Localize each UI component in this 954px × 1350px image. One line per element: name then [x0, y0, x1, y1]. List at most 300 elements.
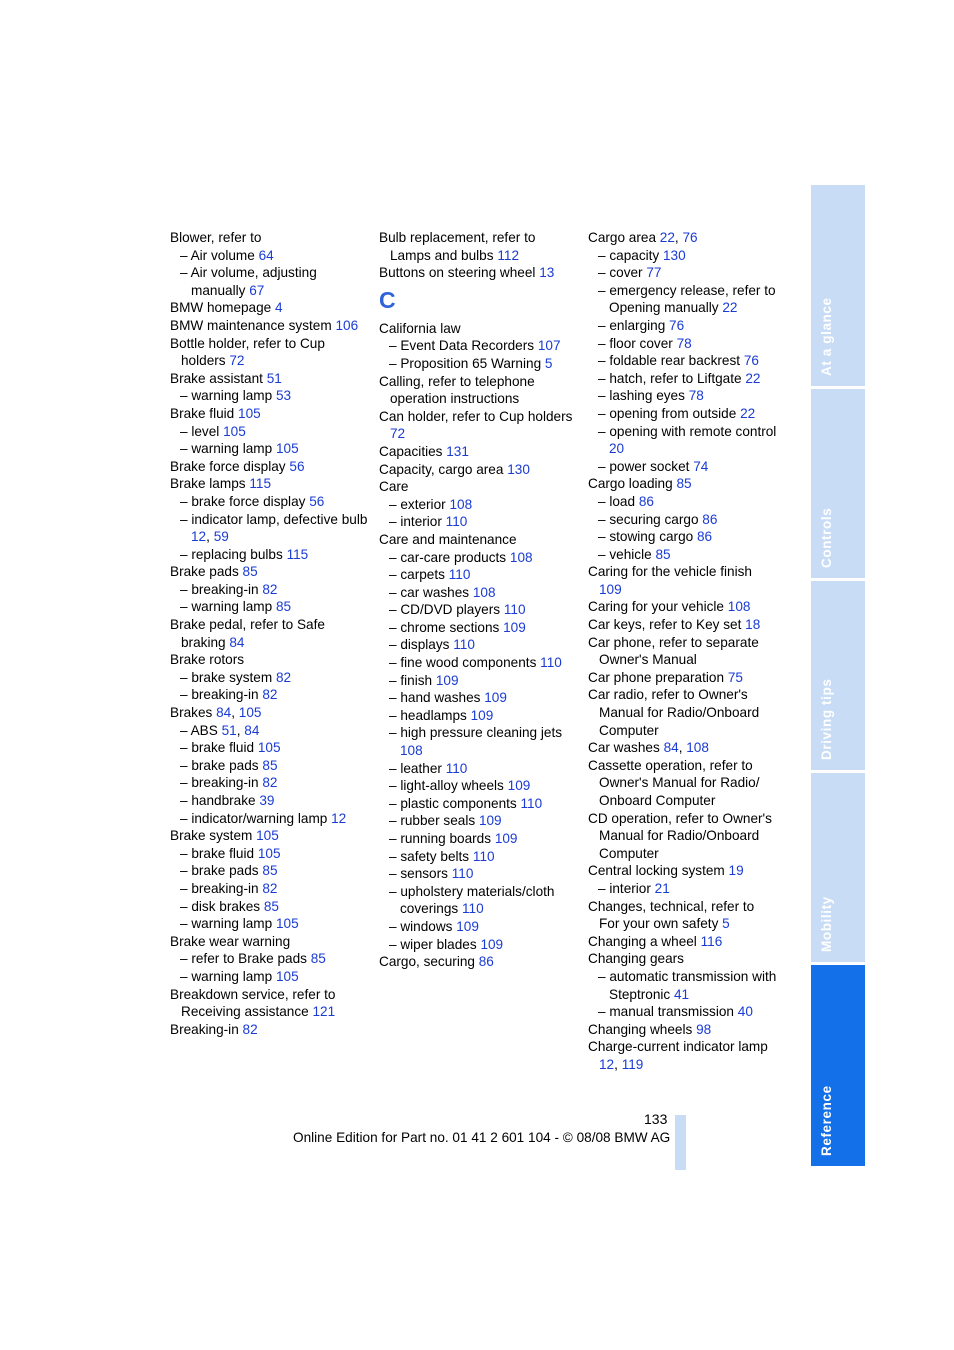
entry-term: Brake pedal, refer to Safe braking — [170, 617, 325, 650]
page-link[interactable]: 112 — [497, 247, 519, 263]
page-link[interactable]: 12 — [599, 1056, 615, 1072]
index-subentry — [379, 795, 579, 813]
entry-term: Central locking system — [588, 863, 725, 879]
page-link[interactable]: 5 — [544, 355, 553, 371]
entry-term: Brake assistant — [170, 370, 263, 386]
page-link[interactable]: 108 — [472, 584, 496, 600]
entry-term: – safety belts — [389, 848, 470, 864]
index-subentry — [170, 247, 370, 265]
page-link[interactable]: 110 — [503, 602, 526, 618]
entry-term: – warning lamp — [180, 916, 273, 932]
index-entry — [170, 1021, 370, 1039]
entry-term: Cargo area — [588, 230, 657, 245]
section-letter: C — [379, 286, 396, 313]
entry-term: Brake lamps — [170, 476, 246, 492]
entry-term: – refer to Brake pads — [180, 951, 307, 967]
entry-term: Blower, refer to — [170, 230, 262, 245]
entry-term: – handbrake — [180, 793, 256, 808]
entry-term: – emergency release, refer to Opening manually — [598, 282, 776, 316]
tab-label: Controls — [819, 507, 834, 568]
page-link[interactable]: 77 — [646, 265, 662, 281]
page-link[interactable]: 22 — [740, 405, 756, 421]
entry-term: – breaking-in — [180, 775, 259, 791]
index-entry — [170, 405, 370, 423]
page-link[interactable]: 109 — [456, 918, 479, 934]
index-subentry — [379, 672, 579, 690]
entry-term: – disk brakes — [180, 898, 261, 914]
entry-term: Buttons on steering wheel — [379, 265, 536, 281]
page-link[interactable]: 76 — [743, 353, 759, 369]
entry-term: – car-care products — [389, 549, 507, 565]
entry-term: – leather — [389, 760, 442, 776]
index-entry — [379, 373, 579, 408]
entry-term: Car phone, refer to separate Owner's Manual — [588, 634, 759, 668]
page-link[interactable]: 109 — [599, 581, 622, 597]
entry-term: Brake rotors — [170, 652, 245, 668]
page-link[interactable]: 76 — [682, 230, 698, 245]
index-subentry — [170, 845, 370, 863]
index-subentry — [379, 355, 579, 373]
entry-term: Capacities — [379, 443, 443, 459]
entry-term: – ABS — [180, 722, 218, 738]
index-subentry — [170, 686, 370, 704]
entry-term: – securing cargo — [598, 511, 699, 527]
index-subentry — [379, 584, 579, 602]
page-link[interactable]: 56 — [289, 458, 305, 474]
page-link[interactable]: 86 — [702, 511, 718, 527]
page-link[interactable]: 21 — [654, 880, 670, 896]
page-link[interactable]: 85 — [275, 599, 292, 615]
index-entry — [588, 1021, 778, 1039]
index-subentry — [588, 423, 778, 458]
index-entry — [170, 475, 370, 493]
entry-term: Caring for the vehicle finish — [588, 564, 752, 580]
index-subentry — [588, 370, 778, 388]
index-entry: Cargo area 22, 76 — [588, 230, 698, 245]
page-link[interactable]: 13 — [539, 265, 555, 281]
page-link[interactable]: 108 — [509, 549, 533, 565]
page-link[interactable]: 110 — [445, 760, 468, 776]
entry-term: – foldable rear backrest — [598, 353, 741, 369]
page-link[interactable]: 85 — [310, 951, 326, 967]
page-link[interactable]: 5 — [722, 916, 730, 932]
page-link[interactable]: 56 — [309, 493, 325, 509]
entry-term: – fine wood components — [389, 655, 537, 671]
index-entry — [170, 651, 370, 669]
page-link[interactable]: 85 — [262, 757, 278, 773]
page-link[interactable]: 108 — [449, 496, 473, 512]
index-entry — [588, 475, 778, 493]
index-subentry — [170, 915, 370, 933]
index-subentry — [588, 264, 778, 282]
page-link[interactable]: 107 — [537, 338, 561, 354]
index-entry — [170, 317, 370, 335]
page-link[interactable]: 109 — [494, 831, 518, 846]
entry-term: Calling, refer to telephone operation instructions — [379, 373, 535, 407]
entry-term: – Event Data Recorders — [389, 338, 535, 354]
page-link[interactable]: 105 — [256, 828, 279, 844]
entry-term: Brake pads — [170, 564, 239, 580]
index-subentry — [379, 760, 579, 778]
entry-term: – Air volume, adjusting manually — [180, 265, 317, 298]
page-link[interactable]: 39 — [259, 793, 275, 808]
entry-term: – capacity — [598, 247, 660, 263]
index-subentry — [379, 865, 579, 883]
index-entry — [379, 461, 579, 479]
section-sidebar — [811, 185, 865, 1166]
page-link[interactable]: 51 — [266, 370, 282, 386]
index-entry: Car washes 84, 108 — [588, 740, 709, 756]
index-subentry — [588, 511, 778, 529]
page-link[interactable]: 85 — [676, 476, 692, 492]
page-link[interactable]: 108 — [400, 743, 423, 759]
index-entry — [170, 616, 370, 651]
index-entry — [170, 229, 370, 247]
page-link[interactable]: 116 — [700, 933, 723, 949]
entry-term: – car washes — [389, 584, 470, 600]
index-subentry — [588, 880, 778, 898]
index-entry — [379, 264, 579, 282]
page-link[interactable]: 18 — [745, 617, 761, 633]
index-subentry — [588, 387, 778, 405]
index-subentry — [170, 898, 370, 916]
page-link[interactable]: 105 — [238, 705, 262, 721]
entry-term: – interior — [598, 880, 651, 896]
page-link[interactable]: 110 — [472, 848, 495, 864]
index-subentry — [379, 830, 579, 848]
entry-term: – wiper blades — [389, 936, 477, 952]
page-link[interactable]: 72 — [390, 426, 406, 442]
index-subentry — [170, 792, 370, 810]
index-entry — [588, 950, 778, 968]
page-link[interactable]: 82 — [275, 669, 292, 685]
page-link[interactable]: 121 — [312, 1004, 336, 1020]
entry-term: Car radio, refer to Owner's Manual for Radio/Onboard Computer — [588, 687, 760, 738]
page-link[interactable]: 59 — [213, 529, 229, 545]
index-entry — [170, 827, 370, 845]
page-link[interactable]: 72 — [229, 353, 245, 369]
index-subentry — [379, 337, 579, 355]
entry-term: – automatic transmission with Steptronic — [598, 968, 777, 1002]
page-link[interactable]: 22 — [722, 300, 738, 316]
entry-term: Brake wear warning — [170, 933, 291, 949]
page-link[interactable]: 51 — [221, 722, 237, 738]
index-entry — [588, 634, 778, 669]
page-link[interactable]: 109 — [478, 813, 502, 829]
entry-term: – brake fluid — [180, 740, 255, 756]
entry-term: – floor cover — [598, 335, 673, 351]
page-link[interactable]: 110 — [451, 866, 474, 882]
page-link[interactable]: 82 — [262, 687, 278, 703]
tab-at-a-glance[interactable] — [811, 185, 865, 386]
page-link[interactable]: 82 — [262, 775, 278, 791]
entry-term: – carpets — [389, 567, 445, 583]
index-subentry — [379, 918, 579, 936]
page-link[interactable]: 105 — [275, 968, 299, 984]
index-subentry — [379, 707, 579, 725]
entry-term: – brake system — [180, 669, 273, 685]
page-link[interactable]: 84 — [216, 705, 232, 721]
page-link[interactable]: 12 — [191, 529, 207, 545]
page-link[interactable]: 67 — [249, 282, 265, 298]
index-column-2 — [379, 229, 579, 971]
page-link[interactable]: 105 — [238, 405, 261, 421]
entry-term: Bulb replacement, refer to Lamps and bulbs — [379, 230, 536, 263]
index-entry — [588, 810, 778, 863]
entry-term: – load — [598, 493, 636, 509]
page-link[interactable]: 85 — [263, 898, 279, 914]
index-column-3 — [588, 229, 778, 1074]
page-link[interactable]: 109 — [435, 672, 459, 688]
page-link[interactable]: 109 — [484, 690, 507, 706]
index-subentry — [588, 282, 778, 317]
entry-term: – running boards — [389, 831, 492, 846]
entry-term: – opening with remote control — [598, 423, 777, 439]
page-link[interactable]: 105 — [257, 740, 281, 756]
index-subentry — [170, 669, 370, 687]
entry-term: Charge-current indicator lamp — [588, 1039, 768, 1055]
index-subentry — [170, 862, 370, 880]
index-entry — [379, 478, 579, 496]
index-entry — [170, 335, 370, 370]
entry-term: – Proposition 65 Warning — [389, 355, 542, 371]
index-subentry: – indicator lamp, defective bulb 12, 59 — [180, 511, 368, 545]
page-link[interactable]: 109 — [507, 778, 531, 794]
page-link[interactable]: 108 — [727, 599, 751, 615]
index-subentry — [588, 528, 778, 546]
page-link[interactable]: 12 — [331, 810, 347, 826]
page-link[interactable]: 74 — [693, 458, 709, 474]
page-link[interactable]: 78 — [676, 335, 692, 351]
page-link[interactable]: 115 — [249, 476, 272, 492]
page-link[interactable]: 110 — [445, 514, 468, 530]
index-subentry — [588, 352, 778, 370]
entry-term: – opening from outside — [598, 405, 737, 421]
index-subentry — [379, 636, 579, 654]
page-link[interactable]: 86 — [638, 493, 654, 509]
index-entry — [170, 370, 370, 388]
index-subentry — [170, 950, 370, 968]
tab-mobility[interactable] — [811, 773, 865, 962]
index-entry — [588, 933, 778, 951]
index-subentry — [588, 458, 778, 476]
page-link[interactable]: 110 — [540, 655, 562, 671]
index-entry — [588, 616, 778, 634]
entry-term: – lashing eyes — [598, 388, 685, 404]
tab-reference[interactable] — [811, 965, 865, 1166]
index-subentry — [379, 654, 579, 672]
page-link[interactable]: 110 — [453, 637, 475, 653]
entry-term: – upholstery materials/cloth coverings — [389, 883, 555, 917]
entry-term: – breaking-in — [180, 880, 259, 896]
entry-term: – stowing cargo — [598, 529, 694, 545]
page-link[interactable]: 84 — [663, 740, 679, 756]
index-entry — [379, 531, 579, 549]
entry-term: Breakdown service, refer to Receiving assistance — [170, 986, 336, 1020]
page-link[interactable]: 4 — [275, 300, 283, 316]
entry-term: – displays — [389, 637, 450, 653]
index-subentry — [379, 848, 579, 866]
page-link[interactable]: 82 — [262, 581, 278, 597]
entry-term: – indicator/warning lamp — [180, 810, 328, 826]
tab-label: Mobility — [819, 896, 834, 952]
page-link[interactable]: 53 — [275, 388, 292, 404]
entry-term: Care — [379, 479, 409, 495]
page-link[interactable]: 85 — [242, 564, 258, 580]
index-subentry — [170, 493, 370, 511]
page-link[interactable]: 85 — [262, 863, 278, 879]
index-entry — [170, 563, 370, 581]
entry-term: – rubber seals — [389, 813, 476, 829]
page-link[interactable]: 109 — [480, 936, 504, 952]
page-link[interactable]: 105 — [223, 423, 246, 439]
page-link[interactable]: 130 — [507, 461, 530, 477]
page-link[interactable]: 105 — [275, 441, 299, 457]
page-link[interactable]: 110 — [520, 795, 543, 811]
page-link[interactable]: 41 — [674, 986, 690, 1002]
index-subentry: – ABS 51, 84 — [180, 722, 260, 738]
page-link[interactable]: 98 — [696, 1021, 712, 1037]
index-subentry — [379, 619, 579, 637]
entry-term: Cassette operation, refer to Owner's Manual for Radio/ Onboard Computer — [588, 757, 760, 808]
index-subentry — [588, 968, 778, 1003]
footer-edition: Online Edition for Part no. 01 41 2 601 104 - © 08/08 BMW AG — [293, 1130, 671, 1145]
index-subentry — [170, 546, 370, 564]
entry-term: – finish — [389, 672, 433, 688]
page-link[interactable]: 22 — [659, 230, 675, 245]
page-link[interactable]: 86 — [478, 954, 494, 970]
entry-term: Caring for your vehicle — [588, 599, 724, 615]
page-link[interactable]: 85 — [655, 546, 671, 562]
entry-term: – CD/DVD players — [389, 602, 501, 618]
index-entry — [379, 320, 579, 338]
entry-term: Cargo loading — [588, 476, 673, 492]
entry-term: – brake fluid — [180, 845, 255, 861]
page-link[interactable]: 20 — [609, 441, 625, 457]
page-link[interactable]: 84 — [229, 634, 245, 650]
entry-term: Car washes — [588, 740, 660, 756]
entry-term: – brake force display — [180, 493, 306, 509]
entry-term: – warning lamp — [180, 441, 273, 457]
index-entry — [379, 229, 579, 264]
index-subentry — [170, 387, 370, 405]
entry-term: – vehicle — [598, 546, 652, 562]
entry-term: – warning lamp — [180, 599, 273, 615]
entry-term: Capacity, cargo area — [379, 461, 504, 477]
index-subentry — [588, 317, 778, 335]
page-link[interactable]: 86 — [697, 529, 713, 545]
entry-term: Car phone preparation — [588, 669, 725, 685]
index-subentry — [170, 440, 370, 458]
entry-term: Care and maintenance — [379, 531, 517, 547]
index-subentry — [379, 812, 579, 830]
page-link[interactable]: 115 — [286, 546, 309, 562]
page-link[interactable]: 78 — [688, 388, 704, 404]
page-link[interactable]: 19 — [728, 863, 744, 879]
tab-label: Reference — [819, 1085, 834, 1156]
page-number: 133 — [644, 1111, 668, 1127]
page-link[interactable]: 75 — [727, 669, 743, 685]
page-link[interactable]: 110 — [461, 901, 484, 917]
page-link[interactable]: 119 — [621, 1056, 644, 1072]
index-subentry — [379, 689, 579, 707]
index-subentry — [170, 757, 370, 775]
index-entry — [170, 458, 370, 476]
page-link[interactable]: 82 — [262, 880, 278, 896]
entry-term: Cargo, securing — [379, 954, 475, 970]
index-entry — [379, 408, 579, 443]
page-link[interactable]: 40 — [737, 1004, 753, 1020]
index-entry — [588, 862, 778, 880]
index-subentry — [588, 335, 778, 353]
entry-term: Changing gears — [588, 951, 684, 967]
entry-term: – headlamps — [389, 707, 467, 723]
entry-term: Changing wheels — [588, 1021, 693, 1037]
tab-driving-tips[interactable] — [811, 581, 865, 770]
index-subentry — [170, 810, 370, 828]
entry-term: – brake pads — [180, 757, 259, 773]
page-link[interactable]: 131 — [446, 443, 469, 459]
page-link[interactable]: 110 — [448, 567, 471, 583]
page-link[interactable]: 22 — [745, 370, 761, 386]
index-subentry — [170, 423, 370, 441]
index-subentry — [379, 513, 579, 531]
page-link[interactable]: 109 — [470, 707, 494, 723]
entry-term: California law — [379, 320, 461, 336]
page-link[interactable]: 106 — [335, 317, 359, 333]
page-link[interactable]: 108 — [686, 740, 709, 756]
entry-term: – exterior — [389, 496, 446, 512]
index-subentry — [170, 581, 370, 599]
page-link[interactable]: 105 — [257, 845, 281, 861]
page-link[interactable]: 105 — [275, 916, 299, 932]
page-link[interactable]: 130 — [663, 247, 686, 263]
index-entry — [379, 443, 579, 461]
index-entry: Brakes 84, 105 — [170, 705, 262, 721]
page-link[interactable]: 84 — [244, 722, 260, 738]
index-subentry — [379, 936, 579, 954]
index-subentry — [170, 264, 370, 299]
index-subentry — [379, 566, 579, 584]
page-link[interactable]: 82 — [242, 1021, 258, 1037]
index-subentry — [588, 546, 778, 564]
entry-term: – warning lamp — [180, 388, 273, 404]
entry-term: – breaking-in — [180, 581, 259, 597]
entry-term: Brake system — [170, 828, 253, 844]
page-link[interactable]: 64 — [258, 247, 274, 263]
index-subentry — [588, 493, 778, 511]
entry-term: – warning lamp — [180, 968, 273, 984]
entry-term: BMW maintenance system — [170, 317, 332, 333]
entry-term: – power socket — [598, 458, 690, 474]
index-subentry — [588, 1003, 778, 1021]
page-link[interactable]: 76 — [669, 317, 685, 333]
page-link[interactable]: 109 — [503, 619, 526, 635]
index-subentry — [170, 880, 370, 898]
entry-term: – brake pads — [180, 863, 259, 879]
entry-term: Can holder, refer to Cup holders — [379, 408, 573, 424]
entry-term: – level — [180, 423, 220, 439]
entry-term: – manual transmission — [598, 1004, 734, 1020]
entry-term: Brake force display — [170, 458, 286, 474]
index-subentry — [170, 774, 370, 792]
tab-controls[interactable] — [811, 389, 865, 578]
entry-term: – windows — [389, 918, 453, 934]
index-entry: Charge-current indicator lamp 12, 119 — [588, 1039, 768, 1072]
entry-term: – hand washes — [389, 690, 481, 706]
entry-term: – Air volume — [180, 247, 255, 263]
index-subentry — [170, 598, 370, 616]
